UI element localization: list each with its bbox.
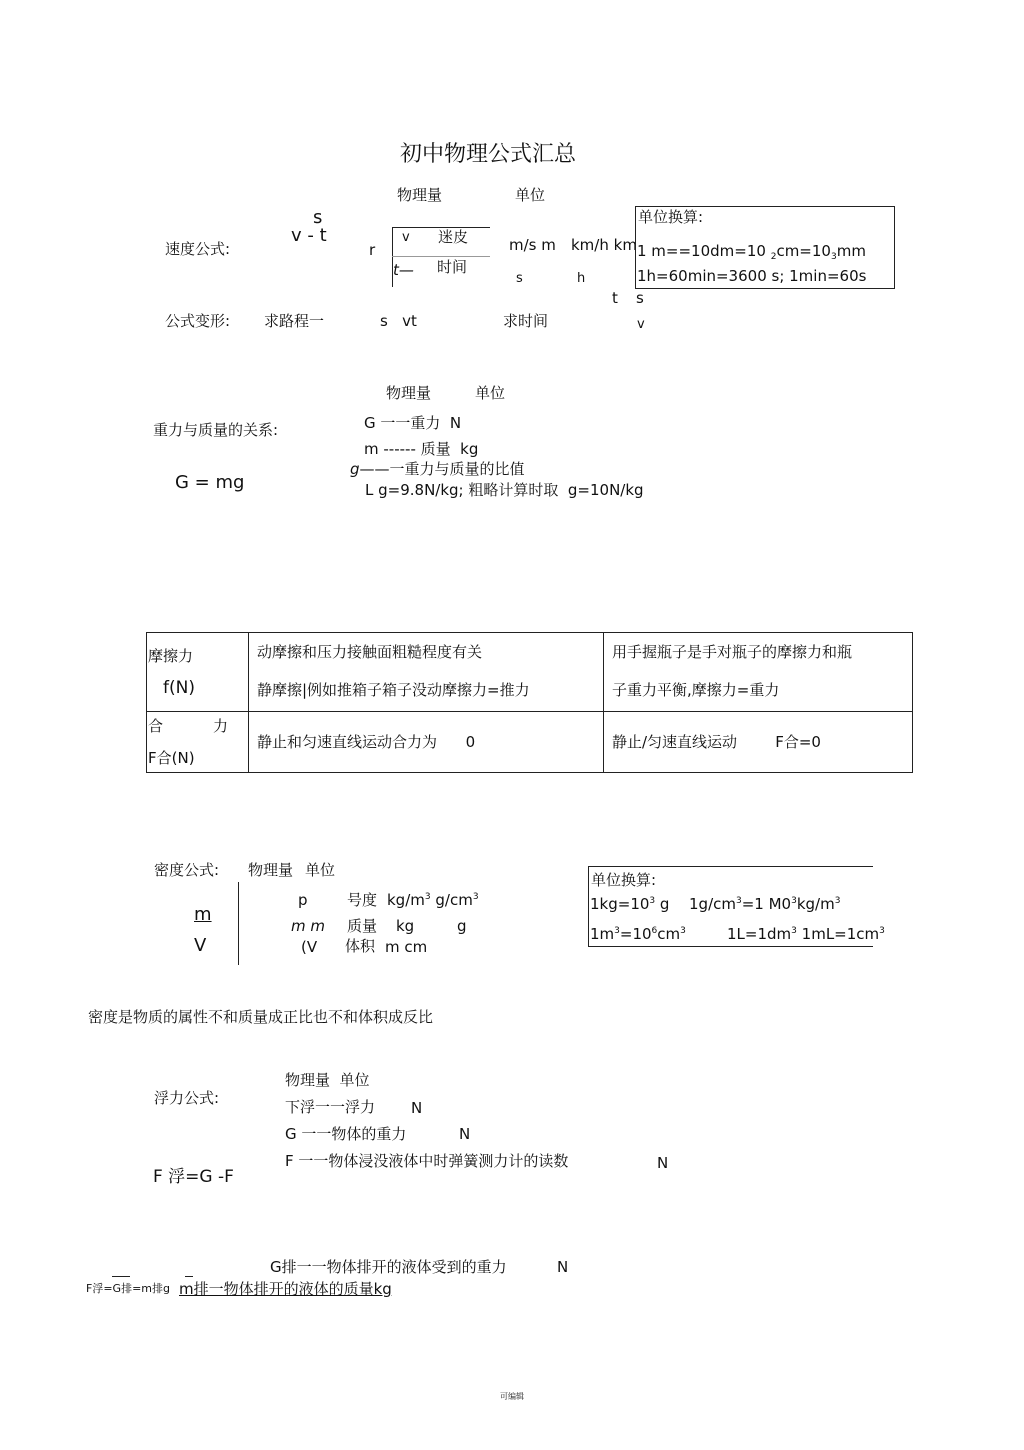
- density-row2-symbol: m m: [291, 917, 325, 935]
- speed-deform-time: 求时间: [503, 312, 549, 330]
- friction-row: [147, 633, 913, 712]
- density-conversion-line1-b: $1g/cm^3=1$ $M0^3kg/m^3$: [689, 895, 841, 913]
- speed-label: 速度公式:: [165, 240, 231, 258]
- buoyancy-line-scale-reading: F 一一物体浸没液体中时弹簧测力计的读数: [285, 1152, 569, 1170]
- density-conv-left-rule: [588, 866, 589, 946]
- density-label: 密度公式:: [154, 861, 220, 879]
- buoyancy-line-weight: G 一一物体的重力: [285, 1125, 407, 1143]
- page-title: 初中物理公式汇总: [400, 142, 577, 167]
- gravity-line-weight: G 一一重力 N: [364, 414, 462, 432]
- density-conversion-line2-b: $1L=1dm^3$ $1mL=1cm^3$: [727, 925, 885, 943]
- density-row3-symbol: (V: [301, 938, 318, 956]
- gravity-header-quantity: 物理量: [386, 384, 432, 402]
- friction-table: [146, 632, 913, 773]
- speed-unit-si-time: s: [516, 271, 523, 286]
- friction-unit: f(N): [163, 678, 195, 698]
- speed-formula: v - t: [291, 225, 327, 246]
- speed-row1-name: 迷皮: [438, 228, 469, 246]
- buoyancy-label: 浮力公式:: [154, 1089, 220, 1107]
- friction-desc-line1: 动摩擦和压力接触面粗糙程度有关: [257, 643, 483, 661]
- speed-unit-si: m/s m: [509, 236, 556, 254]
- speed-frac-s: s: [636, 289, 644, 307]
- speed-header-unit: 单位: [515, 186, 546, 204]
- speed-conversion-box: [635, 206, 895, 289]
- net-force-name-cell: [147, 712, 249, 773]
- friction-example-cell: [604, 633, 913, 712]
- density-row3-unit: m cm: [385, 938, 428, 956]
- net-force-row: [147, 712, 913, 773]
- buoyancy-frac-bar-2: [185, 1276, 193, 1277]
- speed-deform-label: 公式变形:: [165, 312, 231, 330]
- gravity-line-mass: m ------ 质量 kg: [364, 440, 479, 458]
- buoyancy-line-displaced-weight-unit: N: [557, 1258, 569, 1276]
- speed-bracket-mark: r: [369, 241, 376, 259]
- density-row2-unit-si: kg: [396, 917, 415, 935]
- buoyancy-line-buoyant-force-unit: N: [411, 1099, 423, 1117]
- gravity-line-ratio: g——一重力与质量的比值: [350, 460, 525, 478]
- speed-header-quantity: 物理量: [397, 186, 443, 204]
- speed-deform-path-formula: s vt: [380, 312, 417, 330]
- friction-example-line2: 子重力平衡,摩擦力=重力: [612, 681, 780, 699]
- buoyancy-line-buoyant-force: 下浮一一浮力: [285, 1098, 376, 1116]
- speed-frac-v: v: [637, 318, 645, 332]
- density-conversion-title: 单位换算:: [591, 871, 657, 889]
- density-row3-name: 体积: [345, 937, 376, 955]
- density-bracket: [238, 882, 239, 965]
- buoyancy-line-displaced-mass: m排一物体排开的液体的质量kg: [179, 1280, 392, 1298]
- net-force-example-cell: [604, 712, 913, 773]
- speed-row2-name: 时间: [437, 258, 468, 276]
- net-force-name-a: 合: [148, 717, 164, 735]
- friction-desc-cell: [249, 633, 604, 712]
- gravity-formula: G = mg: [175, 472, 245, 493]
- density-conv-bottom-rule: [588, 946, 873, 947]
- net-force-desc: 静止和匀速直线运动合力为 0: [257, 733, 476, 751]
- speed-unit-common: km/h km: [571, 236, 637, 254]
- speed-row-divider: [392, 256, 490, 257]
- friction-desc-line2: 静摩擦|例如推箱子箱子没动摩擦力=推力: [257, 681, 530, 699]
- friction-example-line1: 用手握瓶子是手对瓶子的摩擦力和瓶: [612, 643, 853, 661]
- gravity-header-unit: 单位: [475, 384, 506, 402]
- density-frac-numerator: m: [194, 904, 212, 925]
- speed-conversion-line2: 1h=60min=3600 s; 1min=60s: [637, 267, 867, 285]
- net-force-desc-cell: [249, 712, 604, 773]
- buoyancy-line-scale-reading-unit: N: [657, 1154, 669, 1172]
- buoyancy-formula-archimedes: F浮=G排=m排g: [86, 1282, 170, 1295]
- buoyancy-line-weight-unit: N: [459, 1125, 471, 1143]
- buoyancy-formula: F 浮=G -F: [153, 1167, 234, 1187]
- speed-conversion-line1: 1 m==10dm=10 $_2cm=10_3mm$: [637, 242, 866, 262]
- friction-name-cell: [147, 633, 249, 712]
- speed-formula-top: s: [313, 207, 323, 228]
- net-force-unit: F合(N): [148, 749, 195, 767]
- buoyancy-line-displaced-weight: G排一一物体排开的液体受到的重力: [270, 1258, 507, 1276]
- net-force-name-b: 力: [213, 717, 229, 735]
- buoyancy-frac-bar-1: [112, 1276, 130, 1277]
- speed-row1-symbol: v: [402, 230, 410, 245]
- speed-unit-common-time: h: [577, 271, 586, 286]
- net-force-example: 静止/匀速直线运动 F合=0: [612, 733, 821, 751]
- speed-frac-t: t: [612, 289, 618, 307]
- density-header-unit: 单位: [305, 861, 336, 879]
- footer-text: 可编辑: [500, 1392, 524, 1401]
- speed-row2-symbol: t—: [393, 261, 414, 279]
- speed-deform-path: 求路程一: [264, 312, 325, 330]
- buoyancy-header: 物理量 单位: [285, 1071, 370, 1089]
- density-row2-unit-common: g: [457, 917, 467, 935]
- density-note: 密度是物质的属性不和质量成正比也不和体积成反比: [88, 1008, 434, 1026]
- density-row2-name: 质量: [347, 917, 378, 935]
- density-conv-top-rule: [588, 866, 873, 867]
- density-conversion-line1-a: $1kg=10^3$ g: [590, 895, 670, 913]
- density-row1-unit: $kg/m^3$ $g/cm^3$: [387, 891, 479, 909]
- density-row1-name: 号度: [347, 891, 378, 909]
- density-header-quantity: 物理量: [248, 861, 294, 879]
- gravity-line-g-value: L g=9.8N/kg; 粗略计算时取 g=10N/kg: [365, 481, 644, 499]
- density-frac-denominator: V: [194, 935, 207, 956]
- friction-name: 摩擦力: [148, 647, 194, 665]
- density-row1-symbol: p: [298, 891, 308, 909]
- gravity-label: 重力与质量的关系:: [153, 421, 279, 439]
- density-conversion-line2-a: $1m^3=10^6cm^3$: [590, 925, 686, 943]
- speed-conversion-title: 单位换算:: [638, 208, 704, 226]
